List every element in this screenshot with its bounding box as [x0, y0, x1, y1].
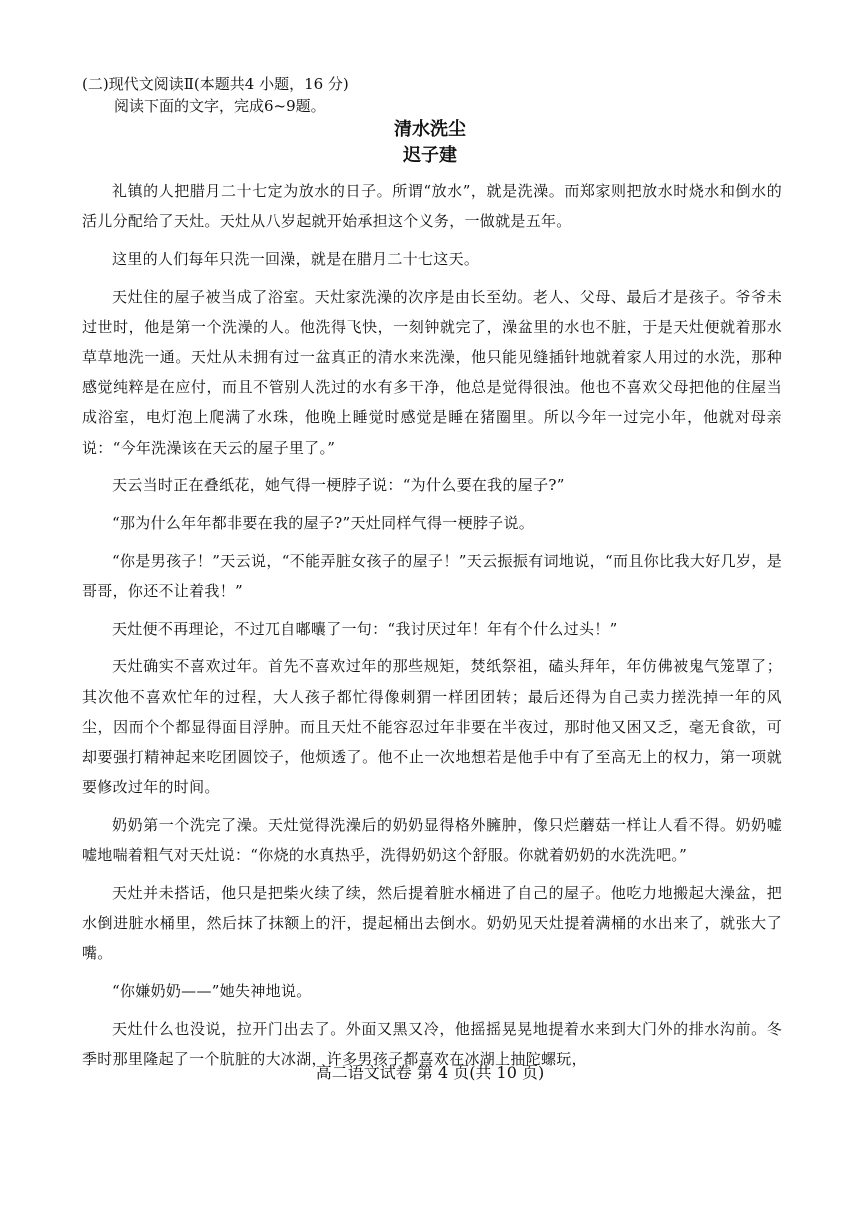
paragraph: 天灶住的屋子被当成了浴室。天灶家洗澡的次序是由长至幼。老人、父母、最后才是孩子。爷爷未过世时，他是第一个洗澡的人。他洗得飞快，一刻钟就完了，澡盆里的水也不脏，于是天灶便就着那水草草地洗一通。天灶从未拥有过一盆真正的清水来洗澡，他只能见缝插针地就着家人用过的水洗，那种感觉纯粹是在应付，而且不管别人洗过的水有多干净，他总是觉得很浊。他也不喜欢父母把他的住屋当成浴室，电灯泡上爬满了水珠，他晚上睡觉时感觉是睡在猪圈里。所以今年一过完小年，他就对母亲说：“今年洗澡该在天云的屋子里了。”: [82, 287, 782, 457]
article-author: 迟子建: [403, 145, 457, 166]
paragraph: 礼镇的人把腊月二十七定为放水的日子。所谓“放水”，就是洗澡。而郑家则把放水时烧水和倒水的活儿分配给了天灶。天灶从八岁起就开始承担这个义务，一做就是五年。: [82, 182, 782, 231]
reading-instruction: 阅读下面的文字，完成6~9题。: [114, 97, 326, 115]
paragraph: “那为什么年年都非要在我的屋子?”天灶同样气得一梗脖子说。: [112, 514, 535, 533]
paragraph: 天灶确实不喜欢过年。首先不喜欢过年的那些规矩，焚纸祭祖，磕头拜年，年仿佛被鬼气笼罩了；其次他不喜欢忙年的过程，大人孩子都忙得像刺猬一样团团转；最后还得为自己卖力搓洗掉一年的风尘，因而个个都显得面目浮肿。而且天灶不能容忍过年非要在半夜过，那时他又困又乏，毫无食欲，可却要强打精神起来吃团圆饺子，他烦透了。他不止一次地想若是他手中有了至高无上的权力，第一项就要修改过年的时间。: [82, 657, 782, 797]
page-footer: 高二语文试卷 第 4 页(共 10 页): [315, 1063, 545, 1082]
paragraph: 这里的人们每年只洗一回澡，就是在腊月二十七这天。: [112, 249, 480, 268]
article-body: [82, 176, 782, 1081]
paragraph: 天灶什么也没说，拉开门出去了。外面又黑又冷，他摇摇晃晃地提着水来到大门外的排水沟前。冬季时那里隆起了一个肮脏的大冰湖，许多男孩子都喜欢在冰湖上抽陀螺玩，: [82, 1019, 782, 1068]
section-heading: (二)现代文阅读Ⅱ(本题共4 小题，16 分): [82, 75, 349, 93]
paragraph: “你嫌奶奶——”她失神地说。: [112, 981, 312, 1000]
paragraph: “你是男孩子！”天云说，“不能弄脏女孩子的屋子！”天云振振有词地说，“而且你比我大好几岁，是哥哥，你还不让着我！”: [82, 551, 782, 600]
paragraph: 天灶并未搭话，他只是把柴火续了续，然后提着脏水桶进了自己的屋子。他吃力地搬起大澡盆，把水倒进脏水桶里，然后抹了抹额上的汗，提起桶出去倒水。奶奶见天灶提着满桶的水出来了，就张大了嘴。: [82, 883, 782, 963]
paragraph: 天灶便不再理论，不过兀自嘟囔了一句：“我讨厌过年！年有个什么过头！”: [112, 619, 618, 638]
paragraph: 天云当时正在叠纸花，她气得一梗脖子说：“为什么要在我的屋子?”: [112, 476, 565, 495]
article-title: 清水洗尘: [394, 119, 466, 140]
paragraph: 奶奶第一个洗完了澡。天灶觉得洗澡后的奶奶显得格外臃肿，像只烂蘑菇一样让人看不得。奶奶嘘嘘地喘着粗气对天灶说：“你烧的水真热乎，洗得奶奶这个舒服。你就着奶奶的水洗洗吧。”: [82, 815, 782, 865]
